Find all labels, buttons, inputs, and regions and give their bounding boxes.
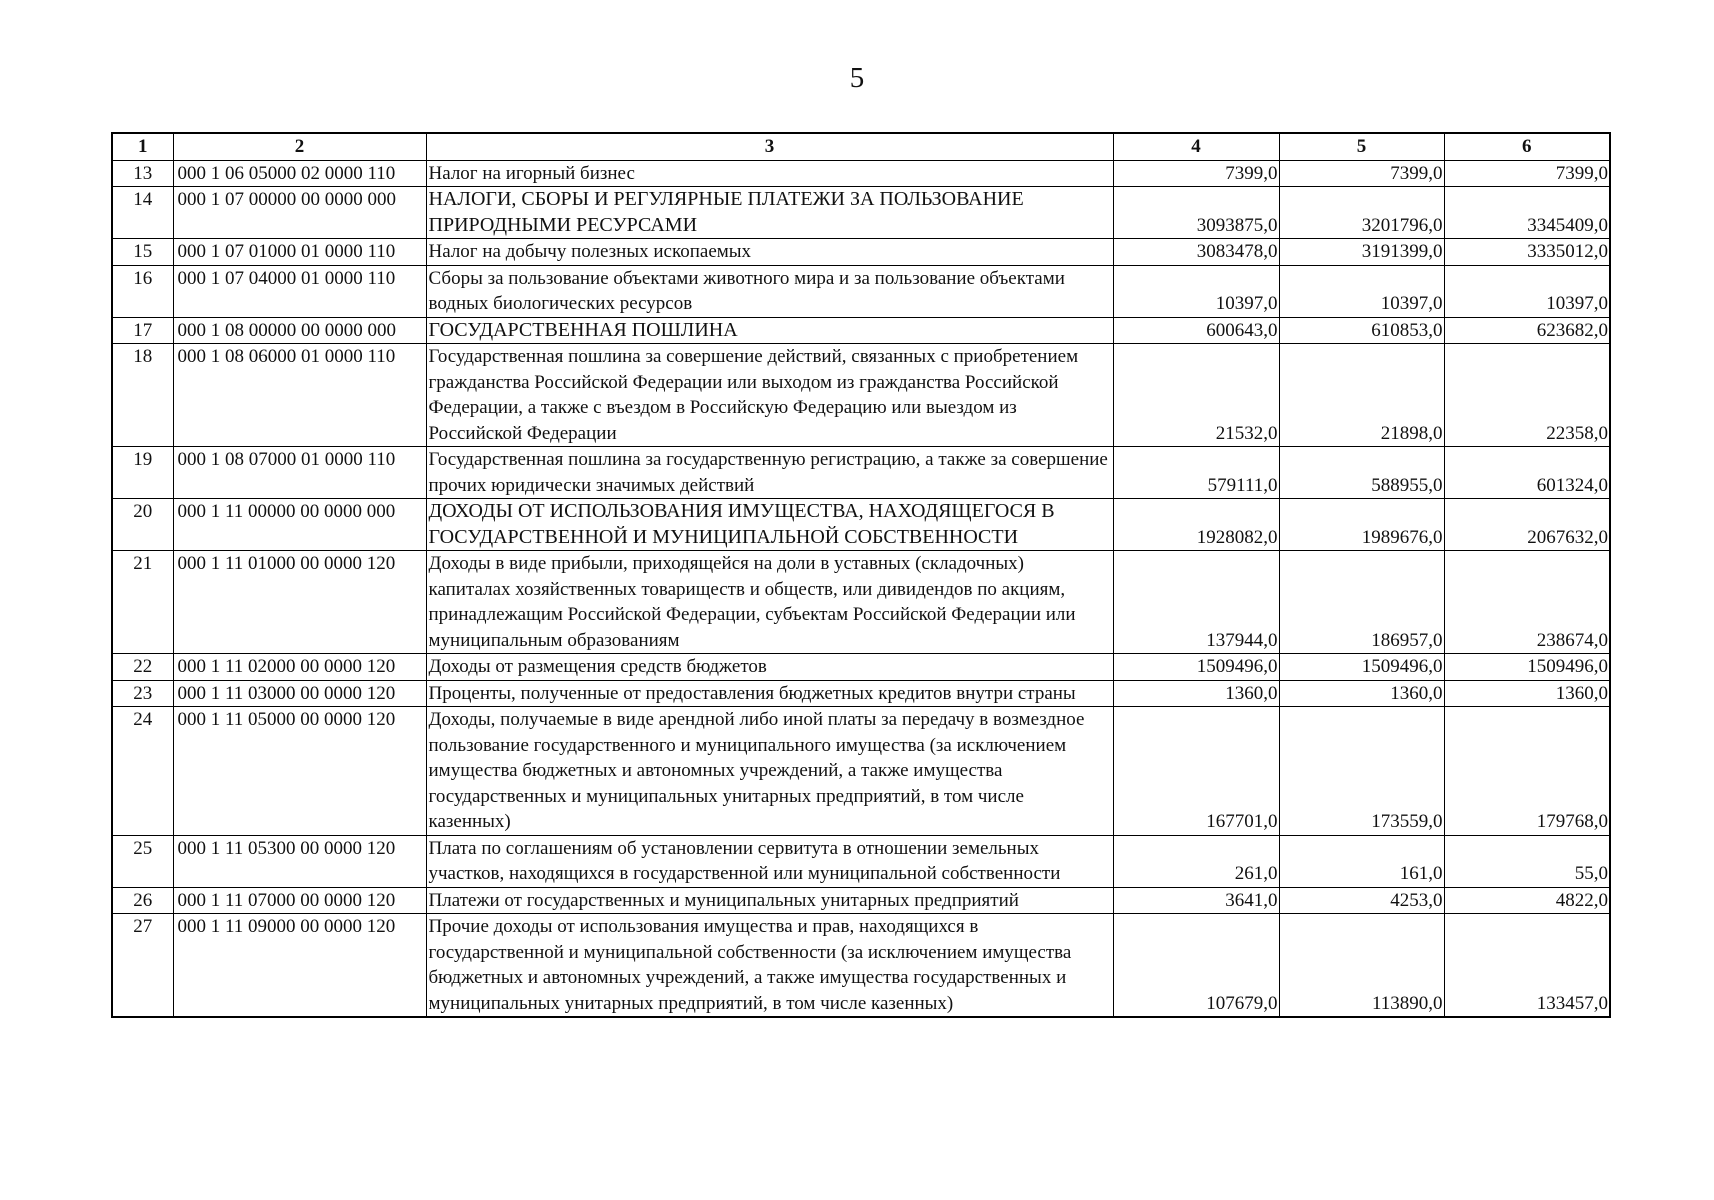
value-col-6: 7399,0 [1444,160,1610,187]
value-col-4: 1509496,0 [1113,654,1279,681]
value-col-4: 600643,0 [1113,317,1279,344]
column-header-2: 2 [173,133,426,160]
page-number: 5 [849,62,865,94]
value-col-6: 601324,0 [1444,447,1610,499]
value-col-5: 588955,0 [1279,447,1444,499]
value-col-6: 133457,0 [1444,914,1610,1018]
revenue-name: Доходы, получаемые в виде арендной либо иной платы за передачу в возмездное пользование государственного и муниципального имущества (за исключением имущества бюджетных и автономных учреждений, а также имущества государственных и муниципальных унитарных предприятий, в том числе казенных) [426,707,1113,836]
value-col-5: 21898,0 [1279,344,1444,447]
value-col-5: 1360,0 [1279,680,1444,707]
revenue-table [111,132,1611,1018]
revenue-name: Налог на добычу полезных ископаемых [426,239,1113,266]
row-number: 18 [112,344,173,447]
value-col-6: 1360,0 [1444,680,1610,707]
value-col-6: 238674,0 [1444,551,1610,654]
table-row [112,499,1610,551]
value-col-6: 1509496,0 [1444,654,1610,681]
revenue-name: ГОСУДАРСТВЕННАЯ ПОШЛИНА [426,317,1113,344]
revenue-name: Проценты, полученные от предоставления бюджетных кредитов внутри страны [426,680,1113,707]
budget-code: 000 1 11 00000 00 0000 000 [173,499,426,551]
revenue-name: Сборы за пользование объектами животного мира и за пользование объектами водных биологических ресурсов [426,265,1113,317]
table-row [112,187,1610,239]
column-header-5: 5 [1279,133,1444,160]
value-col-6: 179768,0 [1444,707,1610,836]
budget-code: 000 1 07 00000 00 0000 000 [173,187,426,239]
value-col-5: 3201796,0 [1279,187,1444,239]
row-number: 21 [112,551,173,654]
value-col-6: 10397,0 [1444,265,1610,317]
table-row [112,707,1610,836]
value-col-4: 10397,0 [1113,265,1279,317]
budget-code: 000 1 11 05300 00 0000 120 [173,835,426,887]
revenue-name: Государственная пошлина за совершение действий, связанных с приобретением гражданства Российской Федерации или выходом из гражданства Российской Федерации, а также с въездом в Российскую Федерацию или выездом из Российской Федерации [426,344,1113,447]
value-col-6: 623682,0 [1444,317,1610,344]
table-row [112,265,1610,317]
value-col-4: 7399,0 [1113,160,1279,187]
row-number: 23 [112,680,173,707]
value-col-6: 55,0 [1444,835,1610,887]
column-header-6: 6 [1444,133,1610,160]
value-col-4: 3641,0 [1113,887,1279,914]
budget-code: 000 1 06 05000 02 0000 110 [173,160,426,187]
row-number: 19 [112,447,173,499]
table-body [112,160,1610,1017]
table-row [112,654,1610,681]
row-number: 20 [112,499,173,551]
value-col-5: 3191399,0 [1279,239,1444,266]
revenue-name: Налог на игорный бизнес [426,160,1113,187]
row-number: 17 [112,317,173,344]
budget-code: 000 1 07 01000 01 0000 110 [173,239,426,266]
value-col-6: 2067632,0 [1444,499,1610,551]
budget-code: 000 1 11 02000 00 0000 120 [173,654,426,681]
table-row [112,447,1610,499]
value-col-5: 610853,0 [1279,317,1444,344]
table-row [112,551,1610,654]
table-row [112,160,1610,187]
budget-code: 000 1 11 09000 00 0000 120 [173,914,426,1018]
table-row [112,914,1610,1018]
value-col-5: 173559,0 [1279,707,1444,836]
row-number: 13 [112,160,173,187]
budget-code: 000 1 08 00000 00 0000 000 [173,317,426,344]
table-row [112,887,1610,914]
column-header-3: 3 [426,133,1113,160]
revenue-name: Платежи от государственных и муниципальных унитарных предприятий [426,887,1113,914]
row-number: 25 [112,835,173,887]
budget-code: 000 1 11 03000 00 0000 120 [173,680,426,707]
table-row [112,239,1610,266]
budget-code: 000 1 11 05000 00 0000 120 [173,707,426,836]
value-col-5: 4253,0 [1279,887,1444,914]
revenue-name: Плата по соглашениям об установлении сервитута в отношении земельных участков, находящихся в государственной или муниципальной собственности [426,835,1113,887]
value-col-5: 7399,0 [1279,160,1444,187]
row-number: 15 [112,239,173,266]
header-row [112,133,1610,160]
table-row [112,680,1610,707]
row-number: 14 [112,187,173,239]
value-col-6: 22358,0 [1444,344,1610,447]
value-col-4: 167701,0 [1113,707,1279,836]
table-row [112,835,1610,887]
revenue-name: Доходы от размещения средств бюджетов [426,654,1113,681]
value-col-5: 10397,0 [1279,265,1444,317]
value-col-5: 1509496,0 [1279,654,1444,681]
table-row [112,317,1610,344]
table-row [112,344,1610,447]
value-col-4: 579111,0 [1113,447,1279,499]
row-number: 24 [112,707,173,836]
row-number: 22 [112,654,173,681]
revenue-name: Государственная пошлина за государственную регистрацию, а также за совершение прочих юридически значимых действий [426,447,1113,499]
value-col-6: 3345409,0 [1444,187,1610,239]
value-col-5: 161,0 [1279,835,1444,887]
revenue-name: НАЛОГИ, СБОРЫ И РЕГУЛЯРНЫЕ ПЛАТЕЖИ ЗА ПОЛЬЗОВАНИЕ ПРИРОДНЫМИ РЕСУРСАМИ [426,187,1113,239]
row-number: 16 [112,265,173,317]
value-col-4: 261,0 [1113,835,1279,887]
column-header-4: 4 [1113,133,1279,160]
value-col-4: 1928082,0 [1113,499,1279,551]
value-col-4: 1360,0 [1113,680,1279,707]
budget-code: 000 1 08 06000 01 0000 110 [173,344,426,447]
value-col-5: 186957,0 [1279,551,1444,654]
revenue-name: Прочие доходы от использования имущества и прав, находящихся в государственной и муниципальной собственности (за исключением имущества бюджетных и автономных учреждений, а также имущества государственных и муниципальных унитарных предприятий, в том числе казенных) [426,914,1113,1018]
value-col-5: 1989676,0 [1279,499,1444,551]
revenue-name: Доходы в виде прибыли, приходящейся на доли в уставных (складочных) капиталах хозяйственных товариществ и обществ, или дивидендов по акциям, принадлежащим Российской Федерации, субъектам Российской Федерации или муниципальным образованиям [426,551,1113,654]
value-col-4: 3083478,0 [1113,239,1279,266]
value-col-6: 3335012,0 [1444,239,1610,266]
value-col-4: 137944,0 [1113,551,1279,654]
column-header-1: 1 [112,133,173,160]
revenue-name: ДОХОДЫ ОТ ИСПОЛЬЗОВАНИЯ ИМУЩЕСТВА, НАХОДЯЩЕГОСЯ В ГОСУДАРСТВЕННОЙ И МУНИЦИПАЛЬНОЙ СОБСТВЕННОСТИ [426,499,1113,551]
budget-code: 000 1 11 07000 00 0000 120 [173,887,426,914]
value-col-4: 107679,0 [1113,914,1279,1018]
value-col-4: 21532,0 [1113,344,1279,447]
row-number: 27 [112,914,173,1018]
value-col-6: 4822,0 [1444,887,1610,914]
budget-code: 000 1 11 01000 00 0000 120 [173,551,426,654]
row-number: 26 [112,887,173,914]
value-col-5: 113890,0 [1279,914,1444,1018]
budget-code: 000 1 08 07000 01 0000 110 [173,447,426,499]
value-col-4: 3093875,0 [1113,187,1279,239]
budget-code: 000 1 07 04000 01 0000 110 [173,265,426,317]
